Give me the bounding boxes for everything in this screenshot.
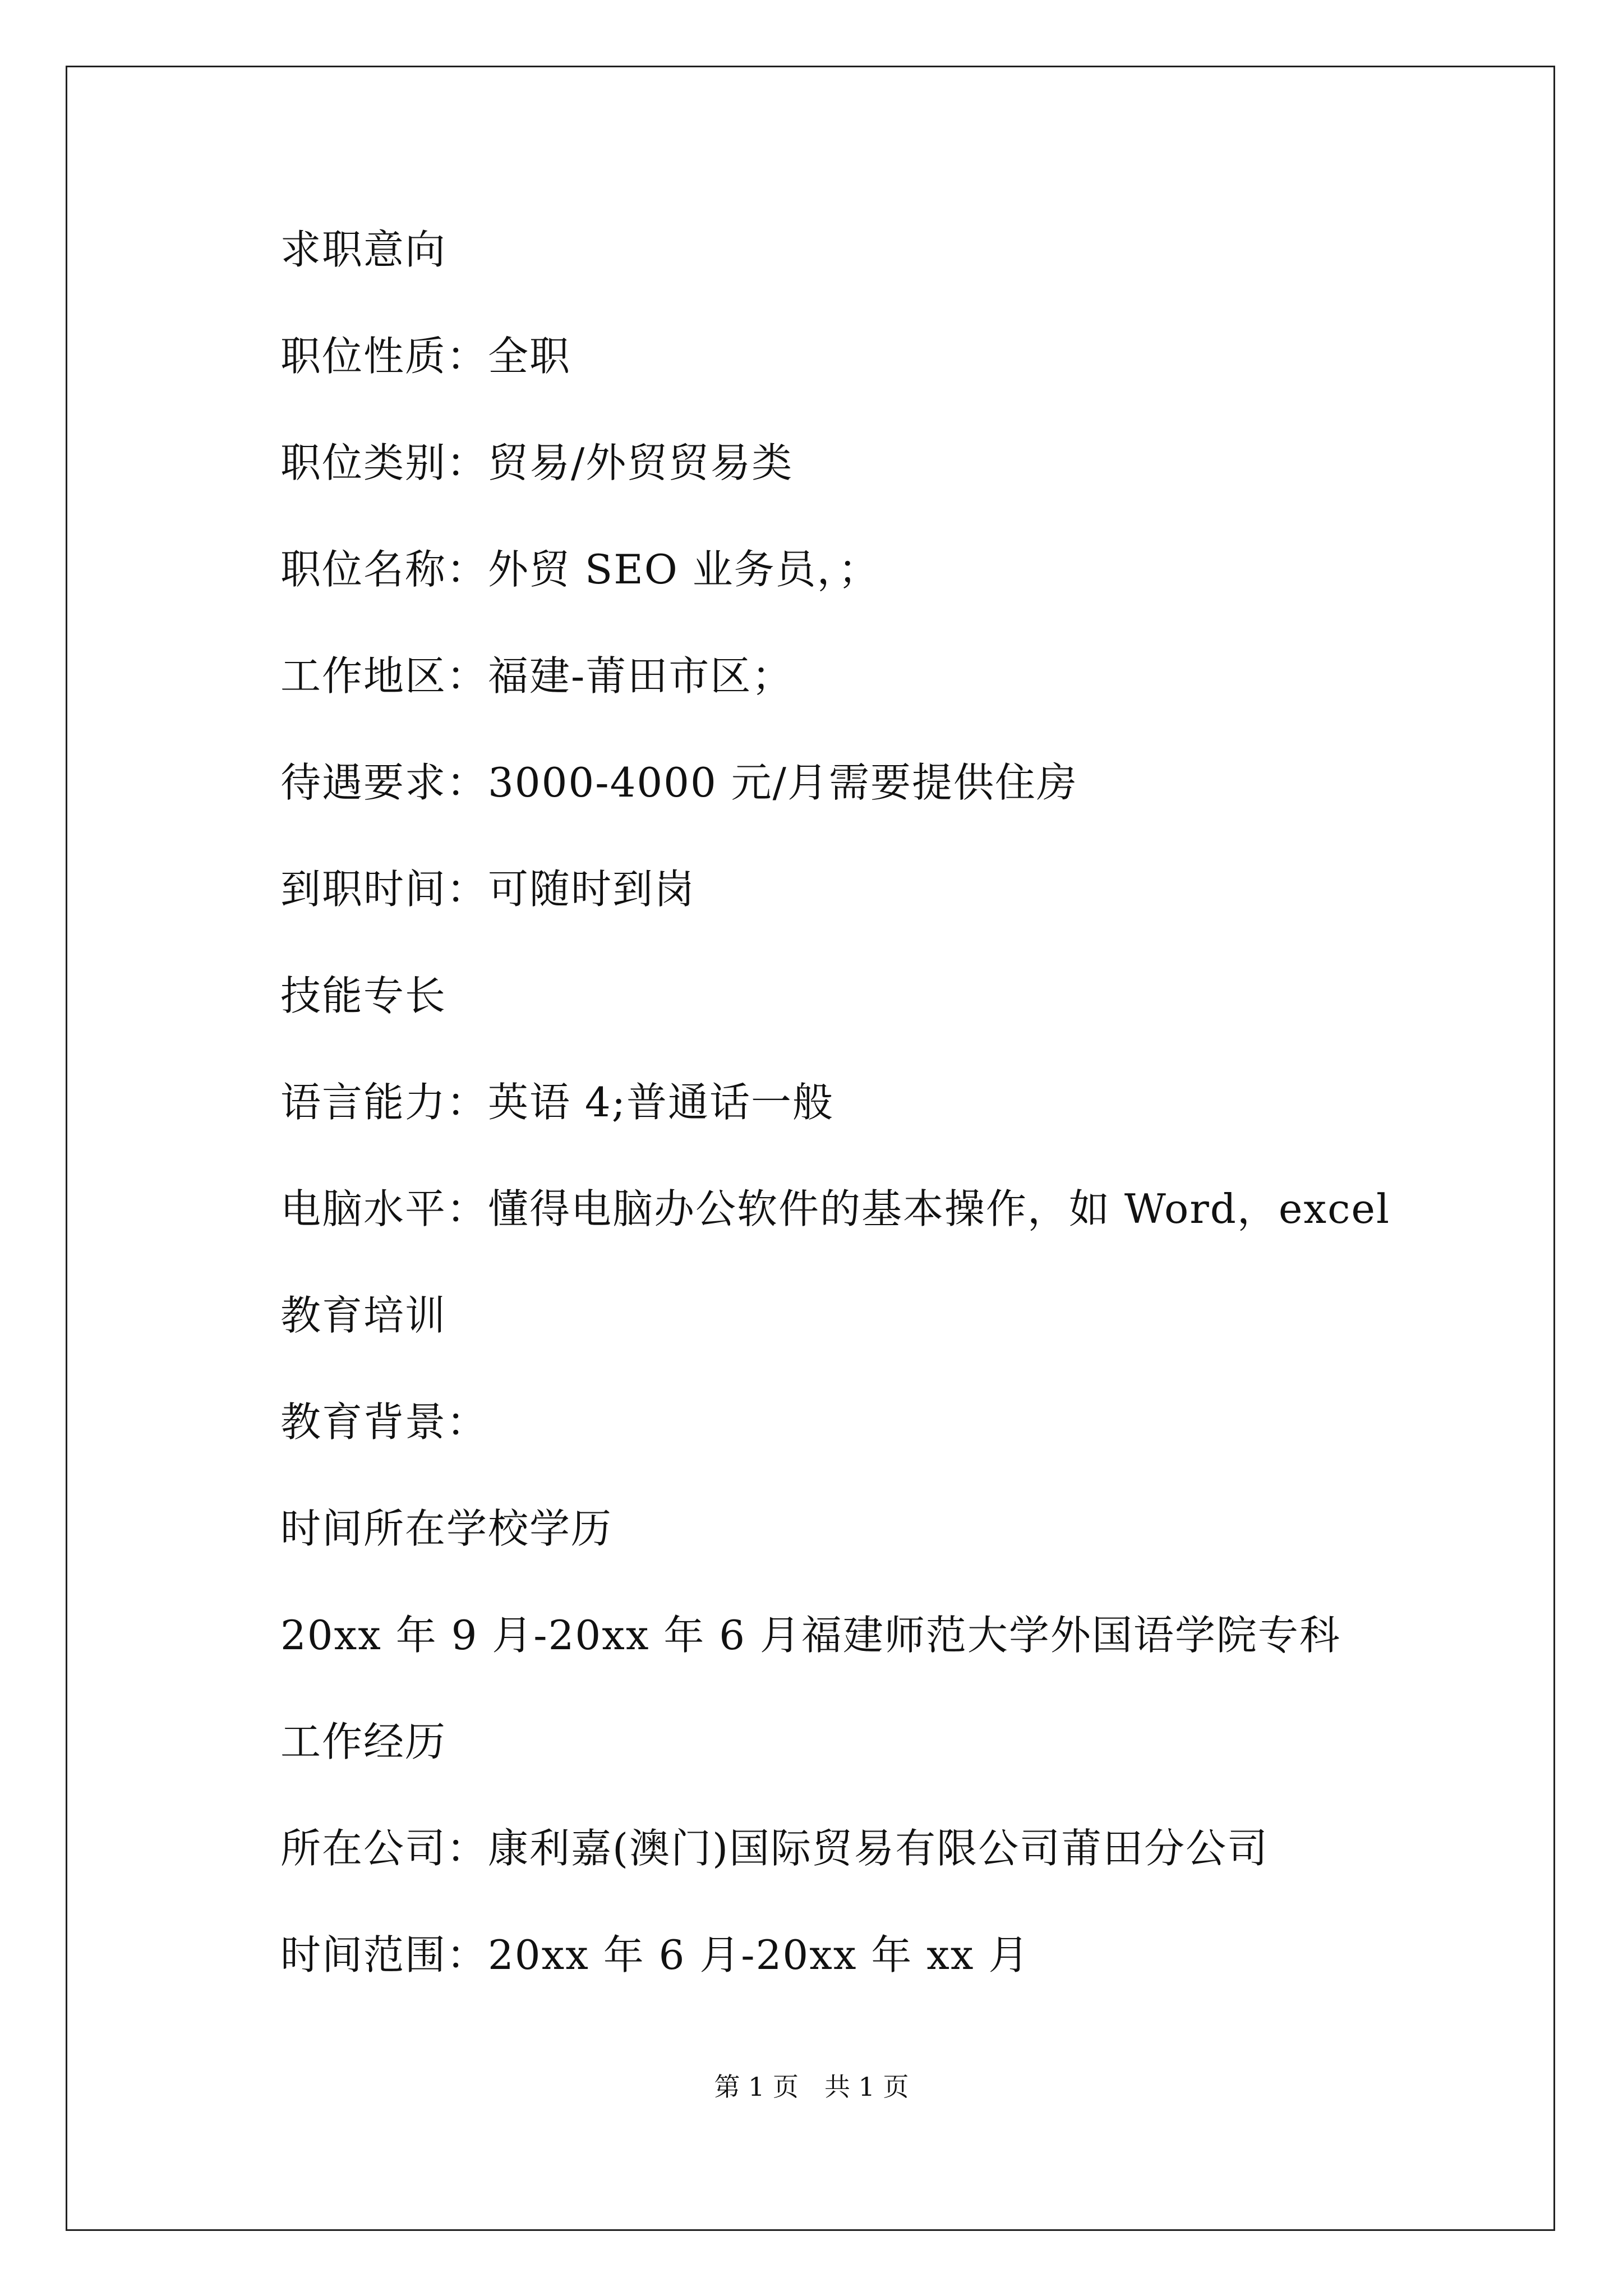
education-table-header: 时间所在学校学历 [280, 1505, 613, 1552]
education-entry-line: 20xx 年 9 月-20xx 年 6 月福建师范大学外国语学院专科 [280, 1612, 1341, 1659]
company-line: 所在公司：康利嘉(澳门)国际贸易有限公司莆田分公司 [280, 1825, 1269, 1872]
time-range-line: 时间范围：20xx 年 6 月-20xx 年 xx 月 [280, 1931, 1030, 1978]
start-date-line: 到职时间：可随时到岗 [280, 866, 696, 913]
work-region-line: 工作地区：福建-莆田市区； [280, 652, 794, 700]
document-body [280, 219, 1486, 2031]
computer-skill-line: 电脑水平：懂得电脑办公软件的基本操作，如 Word，excel [280, 1185, 1391, 1232]
language-skill-line: 语言能力：英语 4;普通话一般 [280, 1079, 834, 1126]
page-number-footer: 第 1 页 共 1 页 [714, 2072, 909, 2102]
section-heading-education-training: 教育培训 [280, 1292, 447, 1339]
salary-requirement-line: 待遇要求：3000-4000 元/月需要提供住房 [280, 759, 1078, 806]
job-title-line: 职位名称：外贸 SEO 业务员，； [280, 546, 880, 593]
job-category-line: 职位类别：贸易/外贸贸易类 [280, 439, 794, 486]
education-background-label: 教育背景： [280, 1398, 488, 1446]
section-heading-skills: 技能专长 [280, 972, 447, 1019]
section-heading-job-intention: 求职意向 [280, 226, 447, 273]
section-heading-work-experience: 工作经历 [280, 1718, 447, 1765]
job-nature-line: 职位性质：全职 [280, 333, 571, 380]
